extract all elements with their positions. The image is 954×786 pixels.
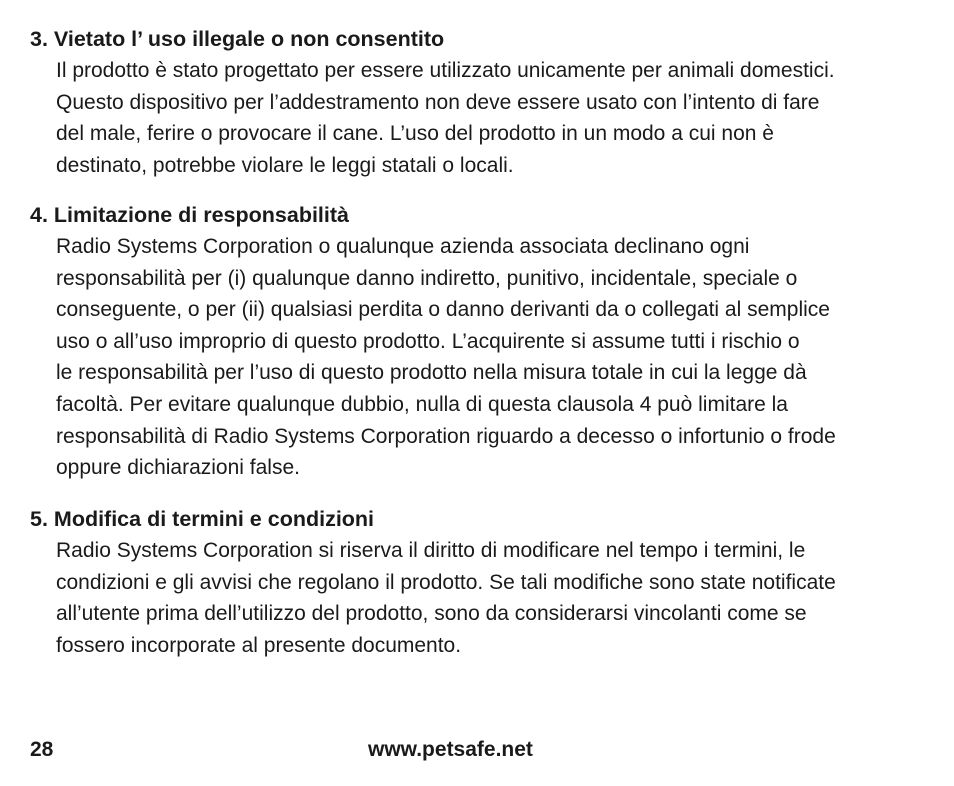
paragraph-line: conseguente, o per (ii) qualsiasi perdita o danno derivanti da o collegati al semplice bbox=[56, 298, 830, 322]
section-terms-modification bbox=[30, 503, 930, 661]
section-body bbox=[30, 535, 930, 661]
paragraph-line: uso o all’uso improprio di questo prodotto. L’acquirente si assume tutti i rischio o bbox=[56, 329, 800, 353]
section-title: 4. Limitazione di responsabilità bbox=[30, 203, 349, 227]
paragraph-line: responsabilità di Radio Systems Corporation riguardo a decesso o infortunio o frode bbox=[56, 424, 836, 448]
paragraph-line: Questo dispositivo per l’addestramento non deve essere usato con l’intento di fare bbox=[56, 90, 820, 114]
paragraph-line: destinato, potrebbe violare le leggi statali o locali. bbox=[56, 153, 514, 177]
page-number: 28 bbox=[30, 738, 54, 761]
section-title: 5. Modifica di termini e condizioni bbox=[30, 507, 375, 531]
paragraph-line: le responsabilità per l’uso di questo prodotto nella misura totale in cui la legge dà bbox=[56, 361, 807, 385]
section-title: 3. Vietato l’ uso illegale o non consentito bbox=[30, 27, 445, 51]
paragraph-line: responsabilità per (i) qualunque danno indiretto, punitivo, incidentale, speciale o bbox=[56, 266, 798, 290]
paragraph-line: facoltà. Per evitare qualunque dubbio, nulla di questa clausola 4 può limitare la bbox=[56, 392, 788, 416]
section-body bbox=[30, 231, 930, 484]
paragraph-line: Il prodotto è stato progettato per essere utilizzato unicamente per animali domestici. bbox=[56, 59, 835, 82]
paragraph-line: condizioni e gli avvisi che regolano il prodotto. Se tali modifiche sono state notificate bbox=[56, 570, 836, 594]
paragraph-line: fossero incorporate al presente documento. bbox=[56, 633, 462, 657]
paragraph-line: Radio Systems Corporation o qualunque azienda associata declinano ogni bbox=[56, 235, 750, 258]
section-illegal-use bbox=[30, 23, 930, 181]
website-url: www.petsafe.net bbox=[368, 738, 533, 761]
section-body bbox=[30, 55, 930, 181]
section-liability-limitation bbox=[30, 199, 930, 484]
paragraph-line: all’utente prima dell’utilizzo del prodotto, sono da considerarsi vincolanti come se bbox=[56, 602, 807, 626]
paragraph-line: del male, ferire o provocare il cane. L’uso del prodotto in un modo a cui non è bbox=[56, 122, 774, 146]
page-footer bbox=[0, 734, 954, 766]
paragraph-line: Radio Systems Corporation si riserva il diritto di modificare nel tempo i termini, le bbox=[56, 539, 806, 562]
paragraph-line: oppure dichiarazioni false. bbox=[56, 456, 300, 480]
